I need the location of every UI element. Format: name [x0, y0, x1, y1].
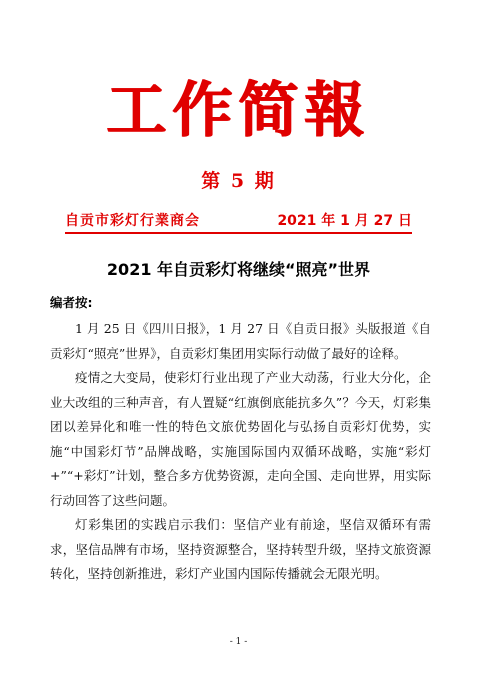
article-headline: 2021 年自贡彩灯将继续“照亮”世界: [106, 260, 371, 279]
paragraph: 疫情之大变局，使彩灯行业出现了产业大动荡，行业大分化，企业大改组的三种声音，有人置疑“红旗倒底能抗多久”？今天，灯彩集团以差异化和唯一性的特色文旅优势固化与弘扬自贡彩灯优势，实施“中国彩灯节”品牌战略，实施国际国内双循环战略，实施“彩灯+”“+彩灯”计划，整合多方优势资源，走向全国、走向世界，用实际行动回答了这些问题。: [50, 370, 431, 508]
page-number: - 1 -: [229, 637, 248, 647]
publisher-name: 自贡市彩灯行業商会: [65, 213, 200, 229]
issue-number: 第 5 期: [201, 170, 276, 192]
header-divider: [65, 232, 412, 234]
paragraph: 1 月 25 日《四川日报》，1 月 27 日《自贡日报》头版报道《自贡彩灯“照亮”世界》，自贡彩灯集团用实际行动做了最好的诠释。: [50, 321, 431, 361]
editor-note-label: 编者按:: [50, 295, 93, 310]
publish-date: 2021 年 1 月 27 日: [277, 213, 412, 229]
masthead-title: 工作简報: [106, 76, 371, 146]
paragraph: 灯彩集团的实践启示我们：坚信产业有前途，坚信双循环有需求，坚信品牌有市场，坚持资源整合，坚持转型升级，坚持文旅资源转化，坚持创新推进，彩灯产业国内国际传播就会无限光明。: [50, 517, 431, 581]
article-body: [50, 317, 431, 587]
